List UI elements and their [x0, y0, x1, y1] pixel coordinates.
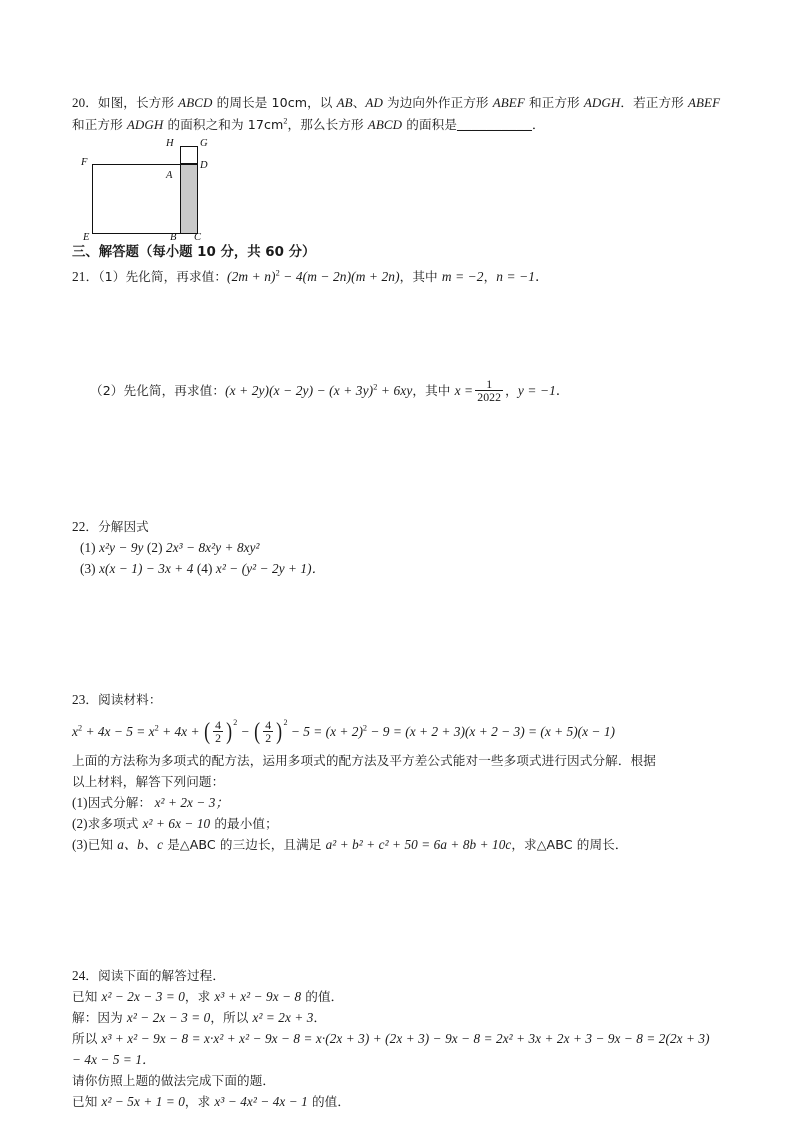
- p24-l2-eq1: x² − 2x − 3 = 0: [126, 1010, 211, 1025]
- p24-l2-c: ．: [313, 1010, 327, 1025]
- p22-tag-2: (2): [146, 540, 163, 555]
- p20-answer-blank[interactable]: __________: [457, 117, 533, 132]
- answer-space-21-2: [72, 406, 732, 516]
- problem-24-line-6: [72, 1091, 732, 1112]
- p23-sub3-text-a: 已知: [87, 837, 118, 852]
- p21-p1-end: ．: [535, 269, 549, 284]
- p23-frac2-num: 4: [265, 718, 272, 733]
- p23-eq-s6: − 9 = (x + 2 + 3)(x + 2 − 3) = (x + 5)(x − 1): [367, 724, 615, 739]
- p21-p2-cond-y: y = −1: [517, 383, 556, 398]
- figure-label-h: H: [166, 138, 174, 149]
- p20-abef-2: ABEF: [687, 95, 721, 110]
- figure-square-adgh-top: [180, 146, 198, 164]
- p21-p2-prefix: （2）先化简，再求值：: [90, 383, 226, 398]
- p20-t3: 、: [352, 95, 366, 110]
- p24-l2-b: ，所以: [210, 1010, 253, 1025]
- p23-frac1-den: 2: [215, 731, 222, 746]
- p20-abcd-2: ABCD: [367, 117, 403, 132]
- p24-l1-eq1: x² − 2x − 3 = 0: [101, 989, 185, 1004]
- p20-t8: 的面积之和为 17cm: [163, 117, 284, 132]
- p20-sup-2: 2: [283, 116, 288, 126]
- p23-frac1-sup: 2: [233, 717, 238, 727]
- p21-p2-fraction: [475, 378, 503, 404]
- problem-24-line-3: [72, 1028, 732, 1049]
- problem-20: [72, 92, 732, 243]
- problem-20-figure: [80, 138, 255, 243]
- p21-p2-frac-num: 1: [475, 378, 503, 391]
- paren-right-icon: ): [226, 718, 233, 746]
- p20-adgh-2: ADGH: [126, 117, 164, 132]
- p20-t7: 和正方形: [72, 117, 127, 132]
- p23-sub3-text-c: ，求△ABC 的周长．: [511, 837, 628, 852]
- p21-p1-expr-a: (2m + n): [227, 269, 276, 284]
- problem-24-title: [72, 965, 732, 986]
- problem-21: [72, 264, 732, 406]
- p22-expr-1: x²y − 9y: [99, 540, 144, 555]
- problem-23-title: [72, 689, 732, 710]
- p20-t10: 的面积是: [402, 117, 458, 132]
- paren-left-icon-2: (: [254, 718, 261, 746]
- p22-title-text: ．分解因式: [85, 519, 149, 534]
- p23-sub2-text: 求多项式: [87, 816, 143, 831]
- p23-eq-s5: − 5 = (x + 2): [287, 724, 363, 739]
- problem-23-body-2: 以上材料，解答下列问题：: [72, 774, 225, 789]
- p20-t4: 为边向外作正方形: [382, 95, 493, 110]
- p24-l2-a: 解：因为: [72, 1010, 127, 1025]
- p23-frac-2: [263, 719, 273, 745]
- paren-right-icon-2: ): [276, 718, 283, 746]
- p23-sub1-text: 因式分解：: [87, 795, 152, 810]
- problem-23-sub-3: [72, 834, 732, 855]
- p23-frac1-num: 4: [215, 718, 222, 733]
- problem-24-line-4: [72, 1049, 732, 1070]
- section-3-title: 三、解答题（每小题 10 分，共 60 分）: [72, 245, 316, 260]
- p23-sub3-text-b: 是△ABC 的三边长，且满足: [163, 837, 326, 852]
- p20-abef: ABEF: [492, 95, 525, 110]
- p21-number: 21: [72, 269, 86, 284]
- p23-frac2-den: 2: [265, 731, 272, 746]
- problem-21-part-1: [72, 264, 732, 290]
- p23-big-paren-2: [253, 716, 287, 748]
- p24-l1-b: ，求: [184, 989, 215, 1004]
- p23-frac-1: [213, 719, 223, 745]
- p21-p1-prefix: ．（1）先化简，再求值：: [85, 269, 228, 284]
- p23-eq-s3: + 4x +: [158, 724, 203, 739]
- figure-label-e: E: [83, 232, 90, 243]
- p20-abcd: ABCD: [178, 95, 213, 110]
- p23-number: 23: [72, 692, 86, 707]
- p20-t6: ．若正方形: [620, 95, 688, 110]
- p24-number: 24: [72, 968, 86, 983]
- problem-24-line-5: 请你仿照上题的做法完成下面的题．: [72, 1073, 276, 1088]
- p24-l6-eq1: x² − 5x + 1 = 0: [101, 1094, 185, 1109]
- problem-24: [72, 965, 732, 1112]
- p21-p2-sup: 2: [373, 382, 378, 392]
- problem-22-title: [72, 516, 732, 537]
- problem-20-line-1: [72, 92, 732, 114]
- p24-l1-eq2: x³ + x² − 9x − 8: [214, 989, 302, 1004]
- p23-frac2-sup: 2: [283, 717, 288, 727]
- p20-t11: ．: [532, 117, 545, 132]
- p23-eq-s5sup: 2: [362, 723, 368, 733]
- page-content: [72, 92, 732, 1112]
- p23-sub2-expr: x² + 6x − 10: [142, 816, 211, 831]
- p21-p2-x-lhs: x =: [454, 383, 474, 398]
- problem-23-display-equation: [72, 716, 732, 748]
- p24-l6-c: 的值．: [307, 1094, 351, 1109]
- figure-label-b: B: [170, 232, 177, 243]
- p22-tag-4: (4): [196, 561, 213, 576]
- p23-big-paren-1: [203, 716, 237, 748]
- figure-label-c: C: [194, 232, 202, 243]
- problem-20-line-2: [72, 114, 732, 136]
- p21-p1-expr-b: − 4(m − 2n)(m + 2n): [279, 269, 400, 284]
- p23-sub1-tag: (1): [72, 795, 88, 810]
- answer-space-23: [72, 855, 732, 965]
- figure-rectangle-abcd-shaded: [180, 164, 198, 234]
- p20-t9: ，那么长方形: [287, 117, 368, 132]
- p23-sub2-text-b: 的最小值；: [210, 816, 278, 831]
- p21-p1-sup: 2: [275, 268, 280, 278]
- p21-p2-expr-a: (x + 2y)(x − 2y) − (x + 3y): [225, 383, 374, 398]
- p21-p2-end: ．: [555, 383, 570, 398]
- p22-number: 22: [72, 519, 86, 534]
- p21-p1-cond-m: m = −2: [441, 269, 484, 284]
- p22-expr-3: x(x − 1) − 3x + 4: [99, 561, 194, 576]
- problem-23-sub-1: [72, 792, 732, 813]
- p24-l6-eq2: x³ − 4x² − 4x − 1: [214, 1094, 308, 1109]
- p24-l3-eq: x³ + x² − 9x − 8 = x·x² + x² − 9x − 8 = x·(2x + 3) + (2x + 3) − 9x − 8 = 2x² + 3x + 2x + 3 − 9x − 8 = 2(2x + 3): [101, 1031, 710, 1046]
- p23-title-text: ．阅读材料：: [85, 692, 162, 707]
- p20-t1: ．如图，长方形: [85, 95, 179, 110]
- figure-label-f: F: [81, 157, 88, 168]
- p23-sub2-tag: (2): [72, 816, 88, 831]
- problem-23-body-1: 上面的方法称为多项式的配方法，运用多项式的配方法及平方差公式能对一些多项式进行因式分解．根据: [72, 753, 656, 768]
- p21-p2-cond-prefix: ，其中: [412, 383, 455, 398]
- p21-p2-sep: ，: [505, 383, 518, 398]
- p20-ab: AB: [336, 95, 353, 110]
- p24-l6-a: 已知: [72, 1094, 102, 1109]
- figure-label-a: A: [166, 170, 173, 181]
- problem-23: [72, 689, 732, 855]
- problem-20-number: 20: [72, 95, 86, 110]
- p24-l4-eq: − 4x − 5 = 1．: [72, 1052, 156, 1067]
- problem-22-row-2: [72, 558, 732, 579]
- p24-l3-a: 所以: [72, 1031, 102, 1046]
- p22-expr-4: x² − (y² − 2y + 1)．: [215, 561, 325, 576]
- p23-eq-s4: −: [237, 724, 254, 739]
- p24-title-text: ．阅读下面的解答过程．: [85, 968, 226, 983]
- p23-eq-s2: + 4x − 5 = x: [82, 724, 155, 739]
- problem-24-line-1: [72, 986, 732, 1007]
- p23-eq-s1sup: 2: [77, 723, 83, 733]
- problem-24-line-2: [72, 1007, 732, 1028]
- paren-left-icon: (: [204, 718, 210, 746]
- p23-sub3-tag: (3): [72, 837, 88, 852]
- p23-sub1-expr: x² + 2x − 3；: [154, 795, 229, 810]
- problem-21-part-2: [72, 376, 732, 406]
- p22-tag-3: (3): [80, 561, 96, 576]
- answer-space-21-1: [72, 290, 732, 376]
- problem-23-sub-2: [72, 813, 732, 834]
- p24-l1-a: 已知: [72, 989, 102, 1004]
- figure-label-g: G: [200, 138, 208, 149]
- p21-p2-expr-b: + 6xy: [377, 383, 413, 398]
- p24-l1-c: 的值．: [301, 989, 344, 1004]
- p20-ad: AD: [365, 95, 383, 110]
- p20-adgh: ADGH: [583, 95, 621, 110]
- p21-p1-cond-n: n = −1: [496, 269, 536, 284]
- p20-t2: 的周长是 10cm，以: [212, 95, 337, 110]
- figure-label-d: D: [200, 160, 208, 171]
- answer-space-22: [72, 579, 732, 689]
- problem-22-row-1: [72, 537, 732, 558]
- p24-l2-eq2: x² = 2x + 3: [252, 1010, 314, 1025]
- p24-l6-b: ，求: [184, 1094, 215, 1109]
- p23-sub3-expr: a² + b² + c² + 50 = 6a + 8b + 10c: [325, 837, 512, 852]
- p21-p2-frac-den: 2022: [477, 390, 502, 405]
- p20-t5: 和正方形: [524, 95, 584, 110]
- p21-p1-cond-prefix: ，其中: [399, 269, 442, 284]
- p23-sub3-abc: a、b、c: [117, 837, 164, 852]
- p23-eq-s2sup: 2: [154, 723, 159, 733]
- p22-tag-1: (1): [80, 540, 96, 555]
- p21-p1-sep: ，: [483, 269, 497, 284]
- p22-expr-2: 2x³ − 8x²y + 8xy²: [166, 540, 260, 555]
- p23-eq-s1: x: [72, 724, 78, 739]
- problem-22: [72, 516, 732, 579]
